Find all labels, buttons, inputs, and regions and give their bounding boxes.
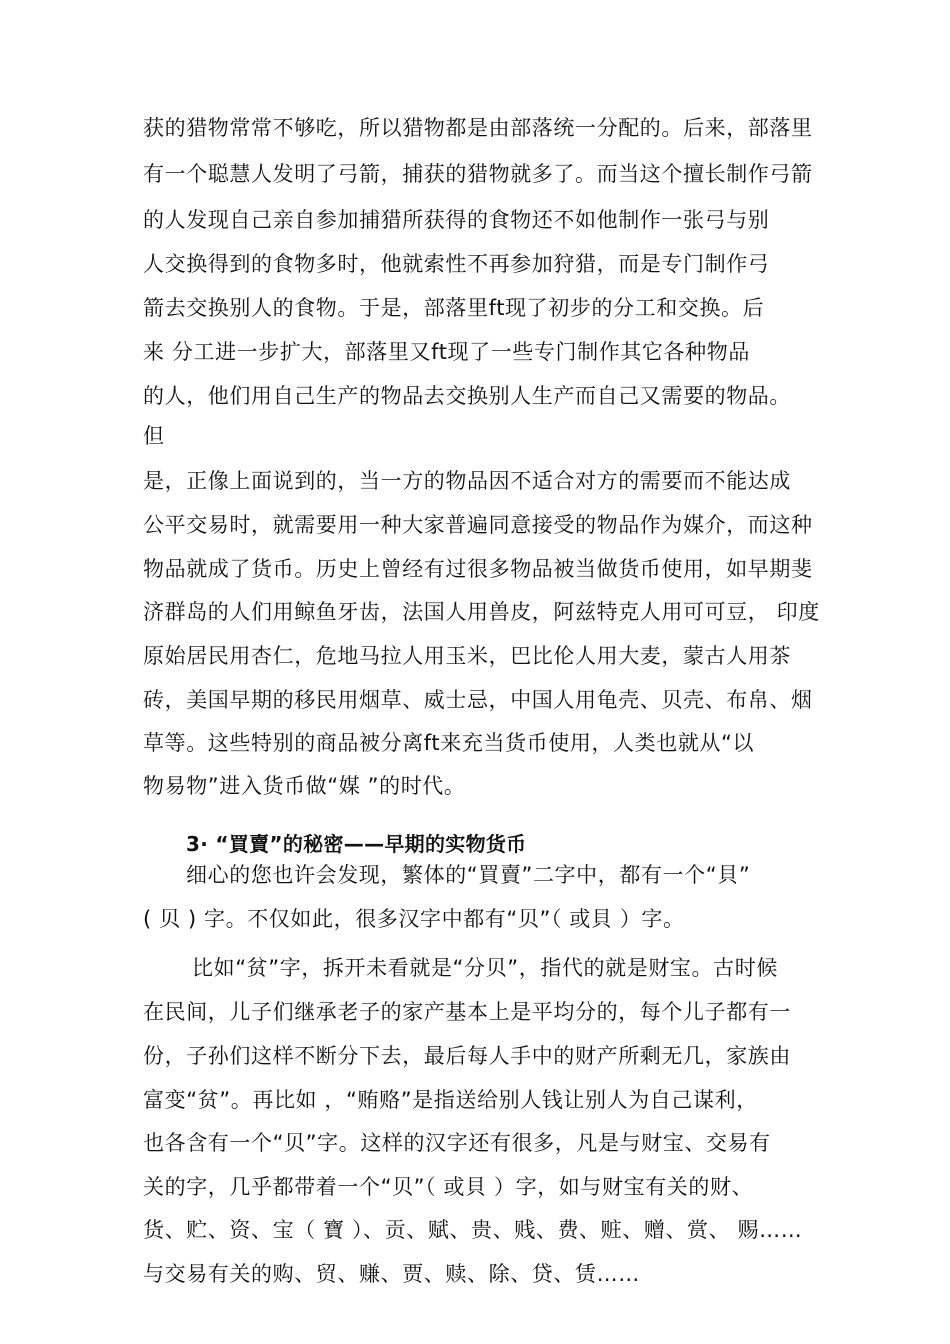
- text-line: 公平交易时，就需要用一种大家普遍同意接受的物品作为媒介，而这种: [143, 513, 813, 537]
- text-line: 原始居民用杏仁，危地马拉人用玉米，巴比伦人用大麦，蒙古人用茶: [143, 644, 791, 668]
- text-line: 来 分工进一步扩大，部落里又ft现了一些专门制作其它各种物品: [143, 340, 750, 364]
- text-line: 在民间，儿子们继承老子的家产基本上是平均分的，每个儿子都有一: [143, 1000, 791, 1024]
- text-line: 是，正像上面说到的，当一方的物品因不适合对方的需要而不能达成: [143, 469, 791, 493]
- text-line: 济群岛的人们用鲸鱼牙齿，法国人用兽皮，阿兹特克人用可可豆， 印度: [143, 600, 820, 624]
- section-heading: 3· “買賣”的秘密——早期的实物货币: [186, 832, 527, 856]
- text-line: 货、贮、资、宝（ 寶 ）、贡、赋、贵、贱、费、赃、赠、赏、 赐……: [143, 1218, 803, 1242]
- text-line: 箭去交换别人的食物。于是，部落里ft现了初步的分工和交换。后: [143, 296, 765, 320]
- text-line: 关的字，几乎都带着一个“贝”（ 或貝 ）字，如与财宝有关的财、: [143, 1175, 754, 1199]
- text-line: 有一个聪慧人发明了弓箭，捕获的猎物就多了。而当这个擅长制作弓箭: [143, 162, 813, 186]
- text-line: 细心的您也许会发现，繁体的“買賣”二字中，都有一个“貝”: [186, 863, 751, 887]
- text-line: 获的猎物常常不够吃，所以猎物都是由部落统一分配的。后来，部落里: [143, 116, 813, 140]
- text-line: 的人发现自己亲自参加捕猎所获得的食物还不如他制作一张弓与别: [143, 208, 770, 232]
- text-line: 的人，他们用自己生产的物品去交换别人生产而自己又需要的物品。: [143, 384, 791, 408]
- text-line: 份，子孙们这样不断分下去，最后每人手中的财产所剩无几，家族由: [143, 1044, 791, 1068]
- text-line: 也各含有一个“贝”字。这样的汉字还有很多，凡是与财宝、交易有: [143, 1131, 771, 1155]
- text-line: 比如“贫”字，拆开未看就是“分贝”，指代的就是财宝。古时候: [192, 956, 778, 980]
- text-line: 人交换得到的食物多时，他就索性不再参加狩猎，而是专门制作弓: [143, 252, 770, 276]
- text-line: 与交易有关的购、贸、赚、贾、赎、除、贷、赁……: [143, 1262, 640, 1286]
- text-line: 但: [143, 424, 165, 448]
- text-line: 富变“贫”。再比如 ，“贿赂”是指送给别人钱让别人为自己谋利，: [143, 1088, 758, 1112]
- text-line: 物易物”进入货币做“媒 ”的时代。: [143, 774, 466, 798]
- text-line: ( 贝 ) 字。不仅如此，很多汉字中都有“贝”（ 或貝 ）字。: [143, 907, 685, 931]
- text-line: 物品就成了货币。历史上曾经有过很多物品被当做货币使用，如早期斐: [143, 557, 813, 581]
- text-line: 砖，美国早期的移民用烟草、威士忌，中国人用龟壳、贝壳、布帛、烟: [143, 688, 813, 712]
- text-line: 草等。这些特别的商品被分离ft来充当货币使用，人类也就从“以: [143, 731, 755, 755]
